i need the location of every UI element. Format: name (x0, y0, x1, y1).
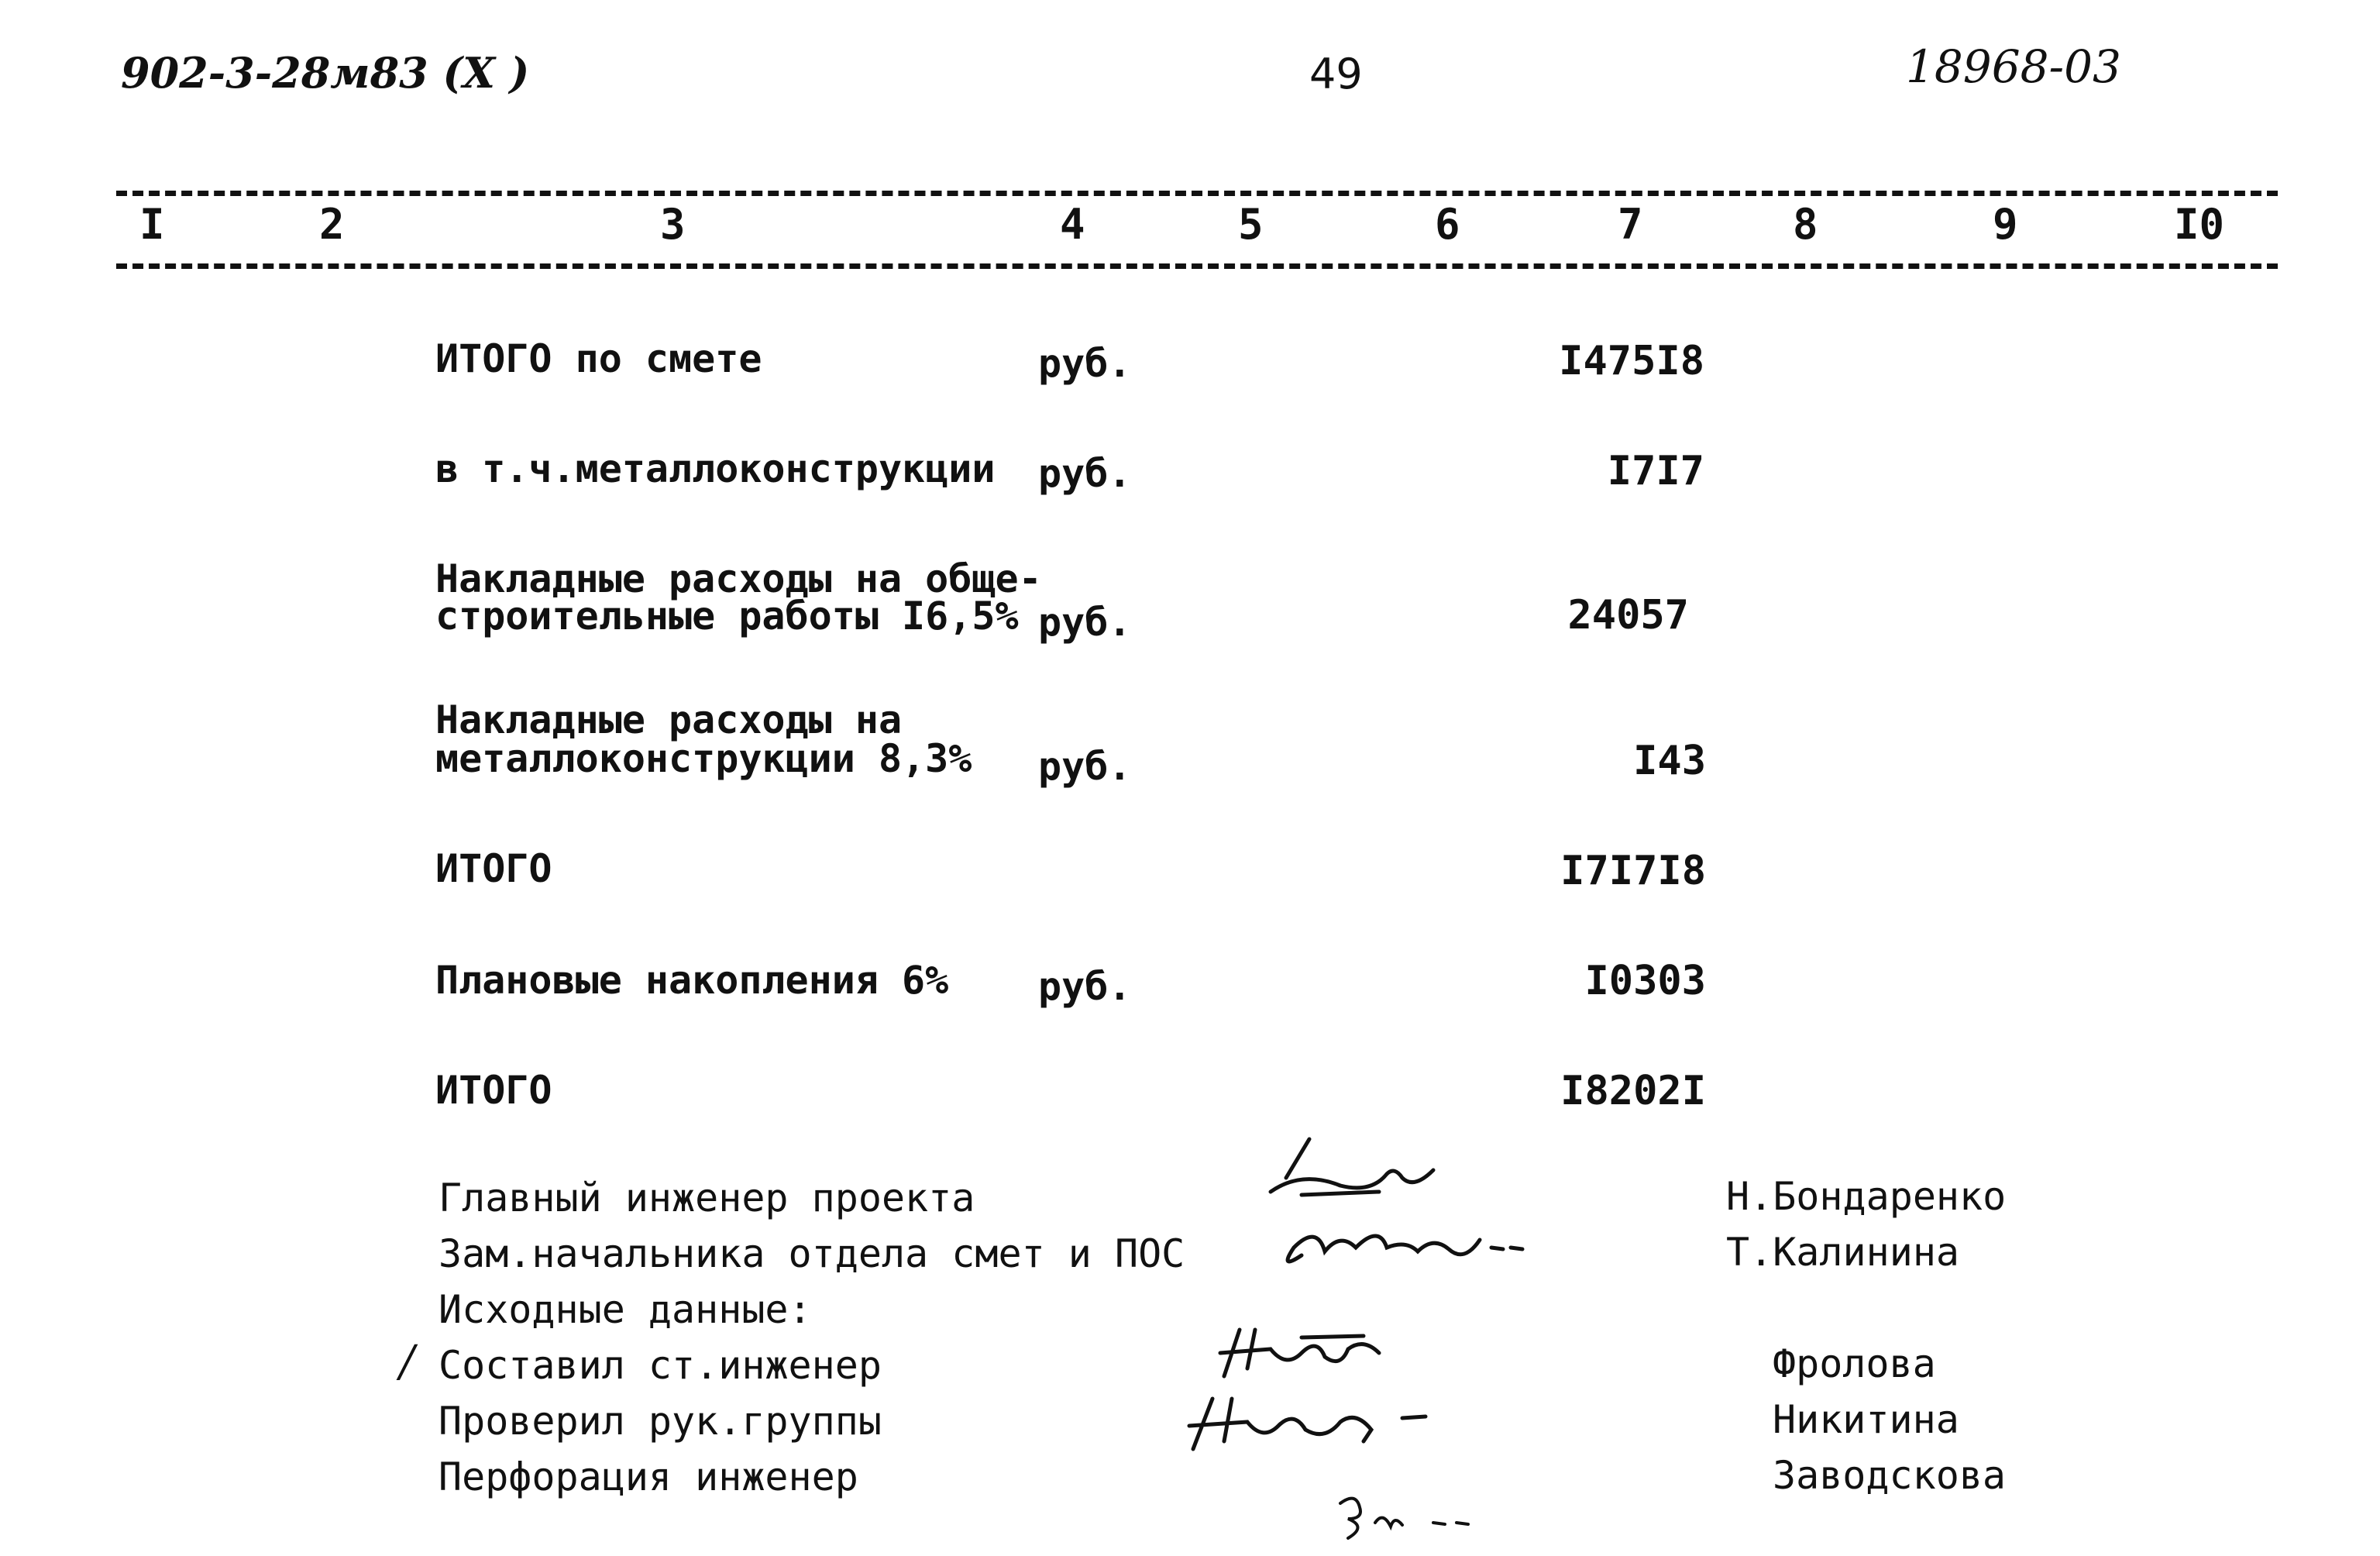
row-label: ИТОГО по смете (435, 336, 762, 381)
column-number: I (139, 200, 165, 249)
column-number: 8 (1793, 200, 1818, 249)
column-number: 4 (1060, 200, 1085, 249)
row-label: строительные работы I6,5% (435, 594, 1019, 639)
signature-role: Зам.начальника отдела смет и ПОС (439, 1231, 1185, 1276)
column-number: 7 (1618, 200, 1643, 249)
row-label: ИТОГО (435, 846, 552, 891)
header-bottom-rule (116, 263, 2278, 269)
row-label: Плановые накопления 6% (435, 958, 949, 1003)
signatory-name: Фролова (1773, 1341, 1936, 1386)
header-top-rule (116, 191, 2278, 196)
signatory-name: Т.Калинина (1726, 1230, 1960, 1275)
signatory-name: Н.Бондаренко (1726, 1174, 2007, 1219)
row-amount: I7I7I8 (1560, 848, 1706, 894)
row-unit: руб. (1038, 964, 1132, 1009)
signature-scribble (1178, 1387, 1457, 1457)
row-amount: I475I8 (1559, 338, 1704, 384)
row-amount: I0303 (1584, 958, 1706, 1004)
row-unit: руб. (1038, 451, 1132, 496)
signatory-name: Заводскова (1773, 1453, 2007, 1498)
row-unit: руб. (1038, 744, 1132, 789)
row-amount: 24057 (1567, 592, 1689, 639)
document-number: 18968-03 (1906, 40, 2121, 93)
row-label: Накладные расходы на обще- (435, 556, 1042, 601)
signature-role: Проверил рук.группы (439, 1399, 882, 1444)
signature-scribble (1333, 1488, 1503, 1542)
column-number: 3 (660, 200, 686, 249)
column-number: 5 (1238, 200, 1264, 249)
row-unit: руб. (1038, 600, 1132, 645)
signature-role: Перфорация инженер (439, 1454, 858, 1499)
row-amount: I43 (1633, 738, 1706, 784)
page-number: 49 (1309, 50, 1363, 98)
column-number: I0 (2174, 200, 2225, 249)
signature-scribble (1271, 1217, 1549, 1279)
signature-role: Исходные данные: (439, 1287, 812, 1332)
row-amount: I8202I (1560, 1068, 1706, 1114)
column-number: 2 (319, 200, 345, 249)
row-label: Накладные расходы на (435, 697, 903, 742)
signature-role: Главный инженер проекта (439, 1176, 975, 1220)
row-label: в т.ч.металлоконструкции (435, 446, 996, 491)
row-label: ИТОГО (435, 1068, 552, 1113)
column-number: 9 (1993, 200, 2018, 249)
row-amount: I7I7 (1607, 448, 1704, 494)
margin-mark: / (400, 1337, 414, 1387)
row-unit: руб. (1038, 341, 1132, 386)
column-number: 6 (1435, 200, 1460, 249)
signatory-name: Никитина (1773, 1397, 1959, 1442)
signature-scribble (1255, 1131, 1457, 1217)
document-code: 902-3-28м83 (X ) (121, 48, 530, 98)
signature-role: Составил ст.инженер (439, 1343, 882, 1388)
signature-scribble (1209, 1322, 1410, 1384)
row-label: металлоконструкции 8,3% (435, 736, 972, 781)
